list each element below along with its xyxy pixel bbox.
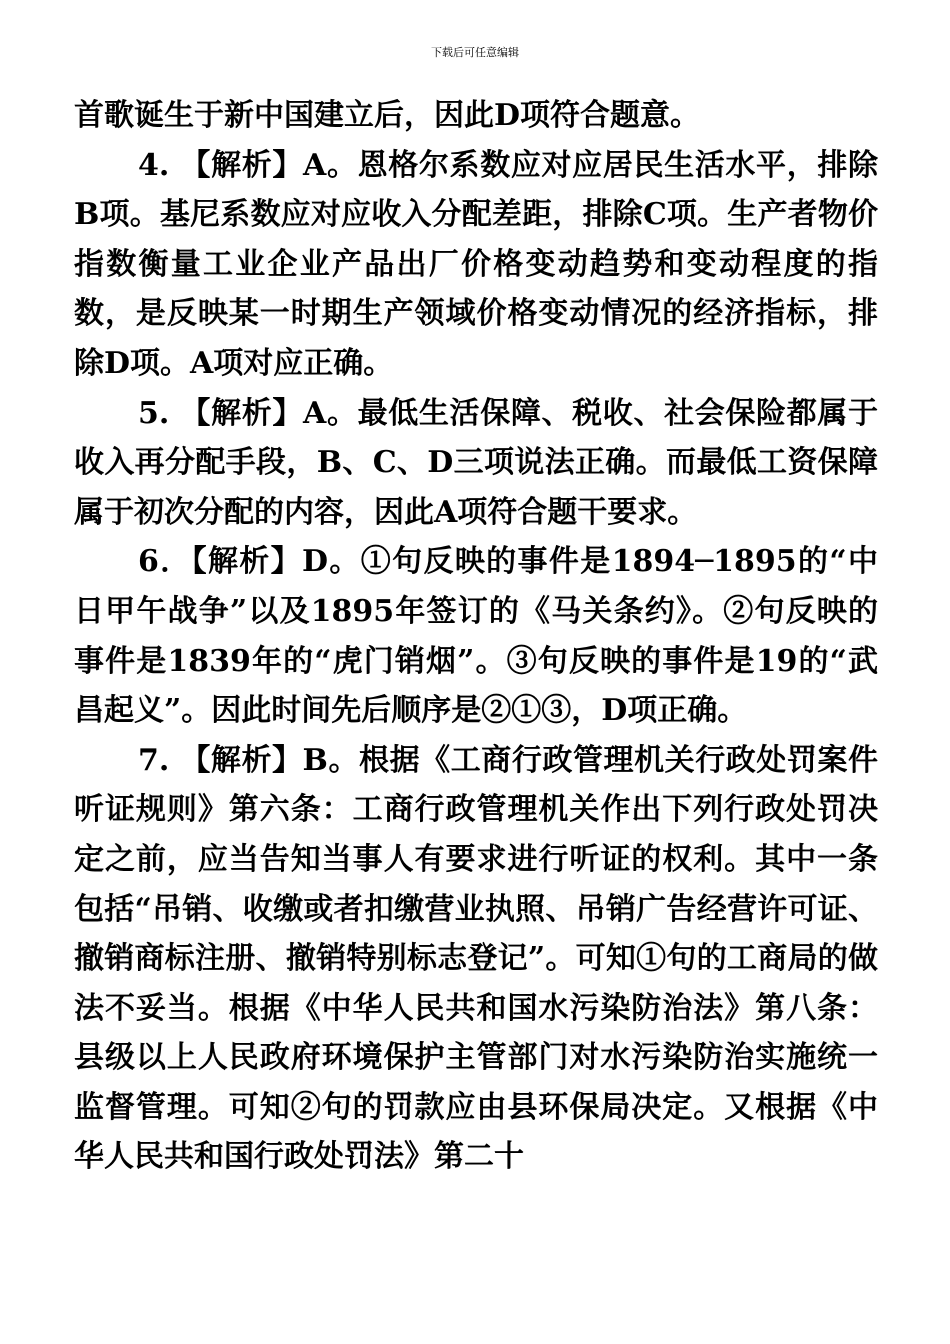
paragraph-item-4: 4. 【解析】A。恩格尔系数应对应居民生活水平，排除B项。基尼系数应对应收入分配差距，排除C项。生产者物价指数衡量工业企业产品出厂价格变动趋势和变动程度的指数，是反映某一时期生产领域价格变动情况的经济指标，排除D项。A项对应正确。 — [74, 147, 878, 381]
page-header: 下载后可任意编辑 — [431, 46, 519, 59]
paragraph-continuation: 首歌诞生于新中国建立后，因此D项符合题意。 — [74, 98, 701, 133]
paragraph-item-6: 6．【解析】D。①句反映的事件是1894─1895的“中日甲午战争”以及1895年签订的《马关条约》。②句反映的事件是1839年的“虎门销烟”。③句反映的事件是19的“武昌起义”。因此时间先后顺序是②①③，D项正确。 — [74, 544, 878, 729]
paragraph-item-7: 7. 【解析】B。根据《工商行政管理机关行政处罚案件听证规则》第六条：工商行政管理机关作出下列行政处罚决定之前，应当告知当事人有要求进行听证的权利。其中一条包括“吊销、收缴或者扣缴营业执照、吊销广告经营许可证、撤销商标注册、撤销特别标志登记”。可知①句的工商局的做法不妥当。根据《中华人民共和国水污染防治法》第八条：县级以上人民政府环境保护主管部门对水污染防治实施统一监督管理。可知②句的罚款应由县环保局决定。又根据《中华人民共和国行政处罚法》第二十 — [74, 742, 878, 1175]
paragraph-item-5: 5. 【解析】A。最低生活保障、税收、社会保险都属于收入再分配手段，B、C、D三项说法正确。而最低工资保障属于初次分配的内容，因此A项符合题干要求。 — [74, 395, 878, 530]
answer-explanations — [74, 91, 878, 1182]
